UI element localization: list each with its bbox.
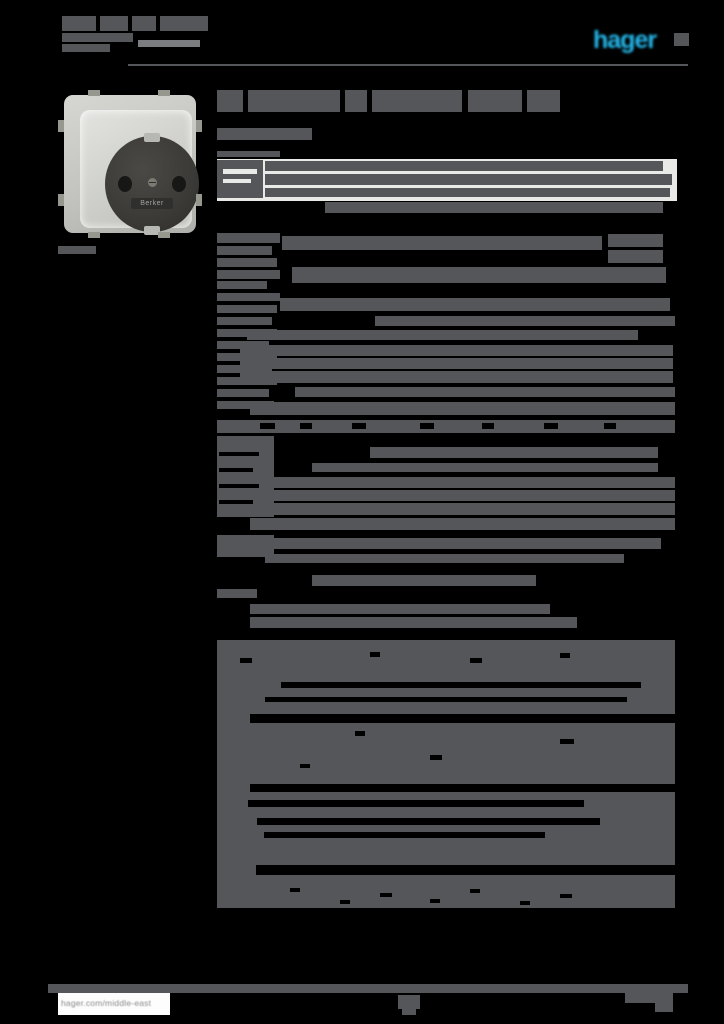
redacted-text-bar <box>280 298 670 311</box>
redacted-text-bar <box>468 90 522 112</box>
mounting-claw <box>158 90 170 96</box>
redacted-text-bar <box>265 188 670 197</box>
redacted-text-bar <box>372 90 462 112</box>
earth-clip-top <box>144 133 160 142</box>
redacted-text-bar <box>138 40 200 47</box>
redacted-text-bar <box>430 899 440 903</box>
redacted-text-bar <box>247 330 638 340</box>
socket-well <box>105 136 199 232</box>
redacted-text-bar <box>300 423 312 429</box>
redacted-text-bar <box>250 518 675 530</box>
redacted-text-bar <box>219 500 253 504</box>
redacted-text-bar <box>217 151 280 157</box>
redacted-text-bar <box>470 889 480 893</box>
redacted-text-bar <box>250 784 675 792</box>
redacted-text-bar <box>265 538 661 549</box>
socket-brand-label: Berker <box>131 198 173 209</box>
redacted-text-bar <box>370 652 380 657</box>
redacted-text-bar <box>240 358 673 369</box>
redacted-text-bar <box>290 888 300 892</box>
redacted-text-bar <box>62 44 110 52</box>
redacted-text-bar <box>217 128 312 140</box>
redacted-text-bar <box>217 281 267 289</box>
mounting-claw <box>196 194 202 206</box>
redacted-text-bar <box>265 554 624 563</box>
redacted-text-bar <box>281 682 641 688</box>
socket-hole-left <box>118 176 132 192</box>
redacted-text-bar <box>527 90 560 112</box>
socket-screw <box>148 178 157 187</box>
redacted-text-bar <box>219 468 253 472</box>
redacted-text-bar <box>250 402 675 415</box>
redacted-text-bar <box>62 16 96 31</box>
redacted-text-bar <box>240 345 673 356</box>
mounting-claw <box>88 90 100 96</box>
redacted-text-bar <box>470 658 482 663</box>
redacted-text-bar <box>345 90 367 112</box>
redacted-text-bar <box>267 477 675 488</box>
redacted-text-bar <box>267 490 675 501</box>
mounting-claw <box>58 120 64 132</box>
redacted-text-bar <box>608 250 663 263</box>
redacted-text-bar <box>482 423 494 429</box>
product-photo <box>58 90 202 238</box>
redacted-text-bar <box>132 16 156 31</box>
redacted-text-bar <box>430 755 442 760</box>
redacted-text-bar <box>560 894 572 898</box>
redacted-text-bar <box>398 995 420 1009</box>
redacted-text-bar <box>370 447 658 458</box>
redacted-text-bar <box>674 33 689 46</box>
redacted-text-bar <box>264 832 545 838</box>
redacted-text-bar <box>325 202 663 213</box>
redacted-text-bar <box>256 865 675 875</box>
redacted-text-bar <box>62 33 133 42</box>
redacted-text-bar <box>250 714 675 723</box>
redacted-text-bar <box>100 16 128 31</box>
redacted-text-bar <box>223 179 251 183</box>
redacted-text-bar <box>625 992 673 1003</box>
redacted-text-bar <box>375 316 675 326</box>
redacted-text-bar <box>160 16 208 31</box>
redacted-text-bar <box>604 423 616 429</box>
redacted-text-bar <box>655 1003 673 1012</box>
redacted-text-bar <box>250 604 550 614</box>
redacted-text-bar <box>260 423 275 429</box>
redacted-text-bar <box>248 800 584 807</box>
redacted-text-bar <box>420 423 434 429</box>
hager-logo: hager <box>593 26 657 54</box>
redacted-text-bar <box>352 423 366 429</box>
redacted-text-bar <box>380 893 392 897</box>
footer-website-link[interactable] <box>58 993 170 1015</box>
redacted-text-bar <box>217 246 272 255</box>
redacted-text-bar <box>217 233 280 243</box>
redacted-text-bar <box>219 452 259 456</box>
socket-inner-cover <box>80 110 192 228</box>
redacted-text-bar <box>219 484 259 488</box>
redacted-text-bar <box>240 371 673 383</box>
redacted-text-bar <box>217 389 269 397</box>
footer-website-text: hager.com/middle-east <box>61 998 152 1008</box>
redacted-text-bar <box>292 267 666 283</box>
redacted-text-bar <box>267 503 675 515</box>
redacted-text-bar <box>520 901 530 905</box>
redacted-text-bar <box>265 161 663 171</box>
mounting-claw <box>58 194 64 206</box>
redacted-text-bar <box>128 64 688 66</box>
socket-hole-right <box>172 176 186 192</box>
socket-plate <box>64 95 196 233</box>
redacted-text-bar <box>265 697 627 702</box>
redacted-text-bar <box>58 246 96 254</box>
redacted-text-bar <box>282 236 602 250</box>
mounting-claw <box>88 232 100 238</box>
redacted-text-bar <box>608 234 663 247</box>
redacted-text-bar <box>257 818 600 825</box>
redacted-text-bar <box>217 589 257 598</box>
redacted-text-bar <box>223 169 257 174</box>
redacted-text-bar <box>265 174 672 185</box>
redacted-text-bar <box>340 900 350 904</box>
redacted-text-bar <box>217 305 277 313</box>
mounting-claw <box>158 232 170 238</box>
redacted-text-bar <box>560 739 574 744</box>
redacted-text-bar <box>355 731 365 736</box>
redacted-text-bar <box>240 658 252 663</box>
redacted-text-bar <box>48 984 688 993</box>
redacted-text-bar <box>295 387 675 397</box>
redacted-text-bar <box>217 436 274 517</box>
mounting-claw <box>196 120 202 132</box>
redacted-text-bar <box>560 653 570 658</box>
redacted-text-bar <box>217 258 277 267</box>
redacted-text-bar <box>250 617 577 628</box>
redacted-text-bar <box>402 1009 416 1015</box>
redacted-text-bar <box>217 317 272 325</box>
redacted-text-bar <box>217 293 280 301</box>
redacted-text-bar <box>544 423 558 429</box>
redacted-text-bar <box>300 764 310 768</box>
redacted-text-bar <box>248 90 340 112</box>
redacted-text-bar <box>217 270 280 279</box>
redacted-text-bar <box>217 90 243 112</box>
redacted-text-bar <box>312 463 658 472</box>
redacted-text-bar <box>312 575 536 586</box>
